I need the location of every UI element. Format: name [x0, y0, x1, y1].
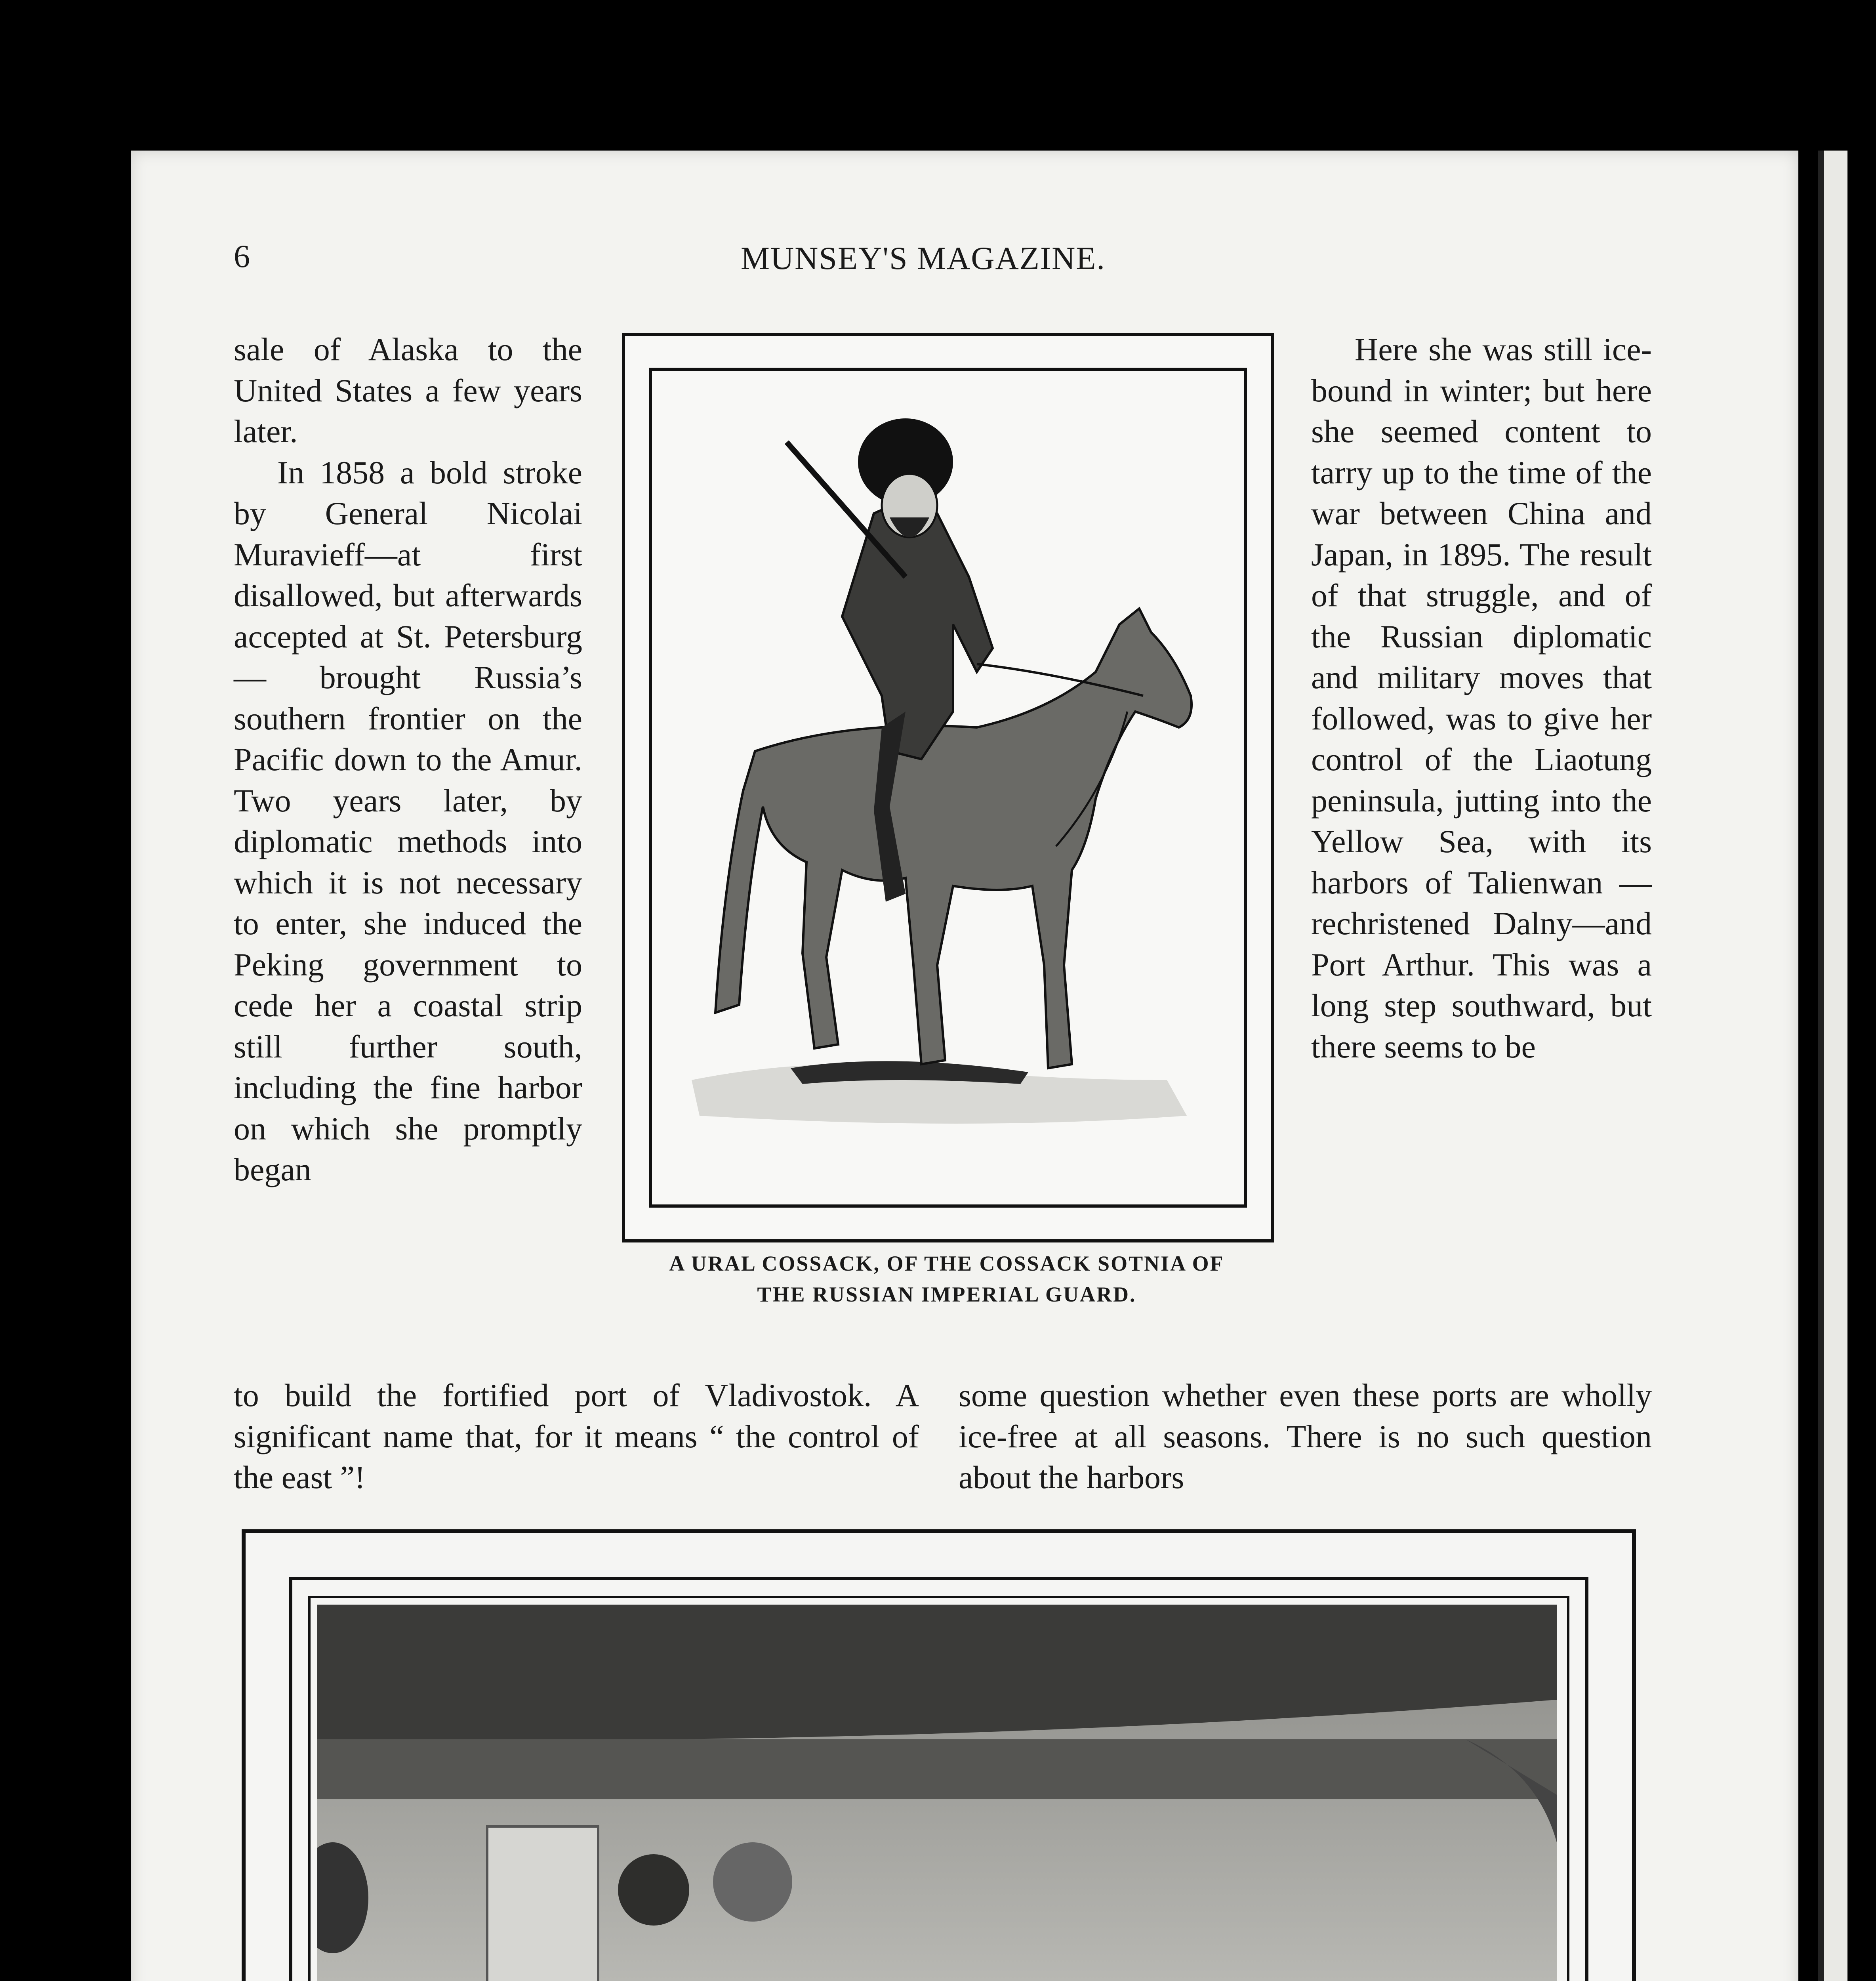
- paragraph: Here she was still ice-bound in winter; but here she seemed content to tarry up to the time of the war between China and Japan, in 1895. The result of that struggle, and of the Russian diplomatic and military moves that followed, was to give her control of the Liaotung peninsula, jutting into the Yellow Sea, with its harbors of Talienwan — rechristened Dalny—and Port Arthur. This was a long step southward, but there seems to be: [1311, 331, 1652, 1065]
- text-column-left: [234, 329, 582, 1190]
- caption-line: A URAL COSSACK, OF THE COSSACK SOTNIA OF: [669, 1252, 1224, 1275]
- page-spine: [1818, 151, 1847, 1981]
- caption-line: THE RUSSIAN IMPERIAL GUARD.: [757, 1282, 1136, 1306]
- cossack-illustration: [622, 333, 1274, 1242]
- page-number: 6: [234, 238, 250, 274]
- cossack-rider-drawing: [652, 371, 1240, 1204]
- paragraph: In 1858 a bold stroke by General Nicolai Muravieff—at first disallowed, but afterwards accepted at St. Petersburg — brought Russia’s southern frontier on the Pacific down to the Amur. Two years later, by diplomatic methods into which it is not necessary to enter, she induced the Peking government to cede her a coastal strip still further south, including the fine harbor on which she promptly began: [234, 454, 582, 1187]
- text-bottom-left: to build the fortified port of Vladivostok. A significant name that, for it means “ the control of the east ”!: [234, 1377, 919, 1495]
- text-bottom-right: some question whether even these ports are wholly ice-free at all seasons. There is no such question about the harbors: [959, 1377, 1652, 1495]
- text-column-right: [1311, 329, 1652, 1067]
- illustration-caption: [622, 1248, 1272, 1310]
- illustration-border: [649, 368, 1247, 1208]
- photo-frame: [242, 1529, 1636, 1981]
- running-header: MUNSEY'S MAGAZINE.: [741, 240, 1106, 276]
- gun-drill-photo: [317, 1605, 1557, 1981]
- paragraph: sale of Alaska to the United States a few years later.: [234, 331, 582, 449]
